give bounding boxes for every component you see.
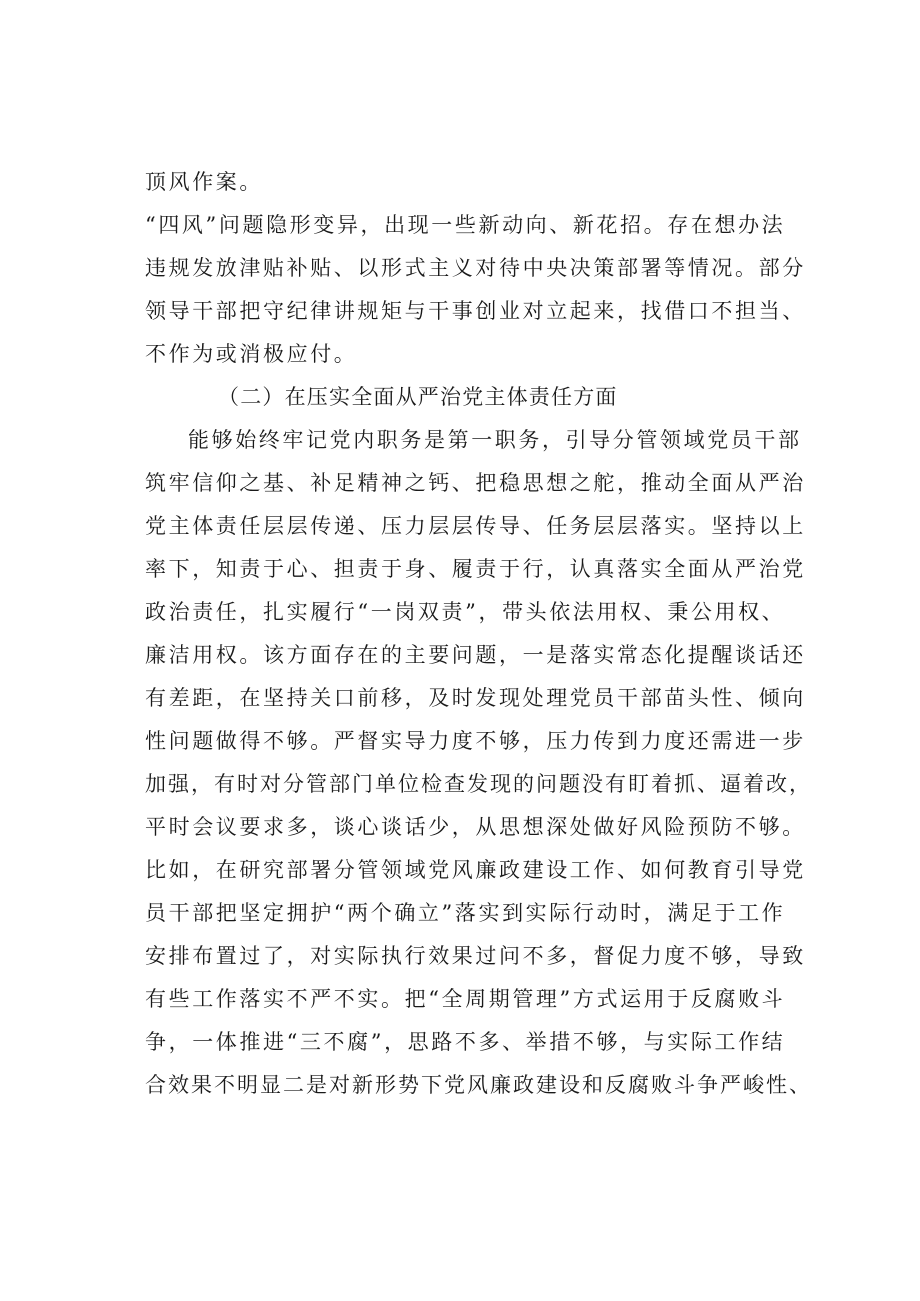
text-line: 领导干部把守纪律讲规矩与干事创业对立起来，找借口不担当、 [145, 299, 806, 323]
text-line: 平时会议要求多，谈心谈话少，从思想深处做好风险预防不够。 [145, 815, 806, 839]
text-line: 率下，知责于心、担责于身、履责于行，认真落实全面从严治党 [145, 557, 806, 581]
text-line: 顶风作案。 [145, 170, 263, 194]
text-line: 合效果不明显二是对新形势下党风廉政建设和反腐败斗争严峻性、 [145, 1073, 812, 1097]
text-line: 不作为或消极应付。 [145, 342, 358, 366]
text-line: 有些工作落实不严不实。把“全周期管理”方式运用于反腐败斗 [145, 987, 786, 1011]
text-line: 加强，有时对分管部门单位检查发现的问题没有盯着抓、逼着改， [145, 772, 812, 796]
text-line: 员干部把坚定拥护“两个确立”落实到实际行动时，满足于工作 [145, 901, 786, 925]
text-line: 争，一体推进“三不腐”，思路不多、举措不够，与实际工作结 [145, 1030, 786, 1054]
text-line: 政治责任，扎实履行“一岗双责”，带头依法用权、秉公用权、 [145, 600, 786, 624]
paragraph-first-line: 能够始终牢记党内职务是第一职务，引导分管领域党员干部 [188, 428, 802, 452]
text-line: 有差距，在坚持关口前移，及时发现处理党员干部苗头性、倾向 [145, 686, 806, 710]
text-line: 筑牢信仰之基、补足精神之钙、把稳思想之舵，推动全面从严治 [145, 471, 806, 495]
text-line: 安排布置过了，对实际执行效果过问不多，督促力度不够，导致 [145, 944, 806, 968]
text-line: 比如，在研究部署分管领域党风廉政建设工作、如何教育引导党 [145, 858, 806, 882]
text-line: 违规发放津贴补贴、以形式主义对待中央决策部署等情况。部分 [145, 256, 806, 280]
section-heading: （二）在压实全面从严治党主体责任方面 [218, 385, 618, 409]
text-line: “四风”问题隐形变异，出现一些新动向、新花招。存在想办法 [145, 213, 786, 237]
text-line: 性问题做得不够。严督实导力度不够，压力传到力度还需进一步 [145, 729, 806, 753]
text-line: 廉洁用权。该方面存在的主要问题，一是落实常态化提醒谈话还 [145, 643, 806, 667]
text-line: 党主体责任层层传递、压力层层传导、任务层层落实。坚持以上 [145, 514, 806, 538]
